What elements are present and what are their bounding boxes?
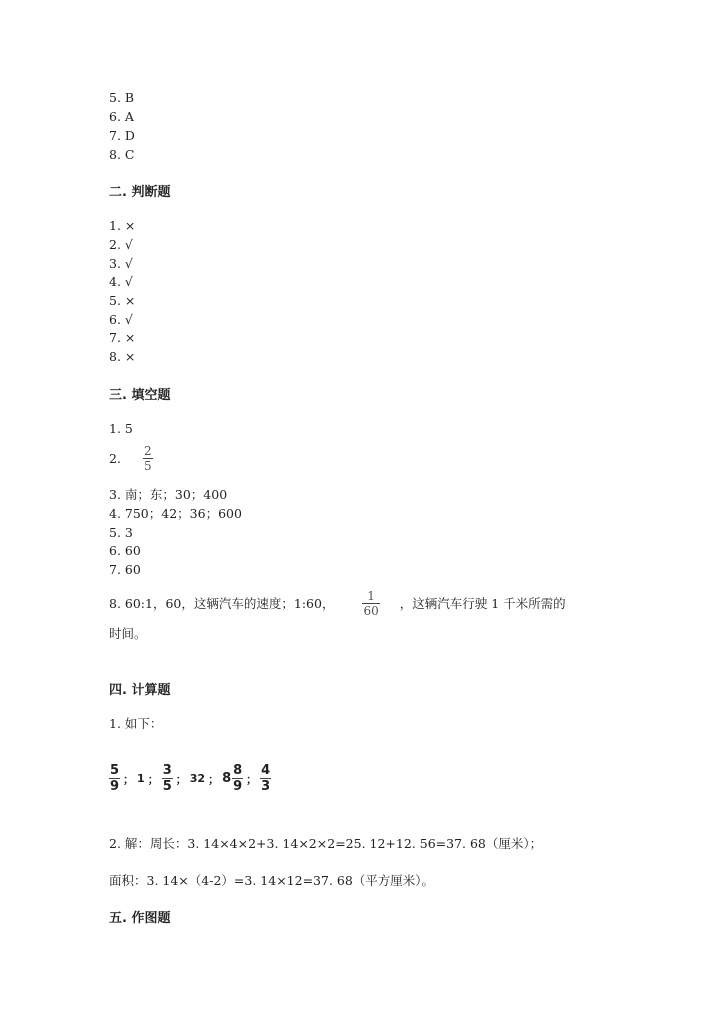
separator: ； bbox=[147, 772, 159, 786]
result-value: 32 bbox=[189, 772, 206, 785]
judge-answer-6: 6. √ bbox=[109, 312, 133, 327]
section-heading-calc: 四. 计算题 bbox=[109, 683, 171, 698]
mixed-fraction bbox=[232, 764, 243, 793]
calc-question-2-line2: 面积：3. 14×（4-2）=3. 14×12=37. 68（平方厘米）。 bbox=[109, 873, 435, 888]
fraction-4-3 bbox=[260, 764, 271, 793]
fraction-numerator: 4 bbox=[261, 763, 271, 778]
judge-answer-4: 4. √ bbox=[109, 274, 133, 289]
fraction-denominator: 5 bbox=[162, 779, 172, 794]
choice-answer-8: 8. C bbox=[109, 147, 135, 162]
fill-answer-1: 1. 5 bbox=[109, 421, 133, 436]
separator: ； bbox=[175, 772, 187, 786]
fraction-denominator: 9 bbox=[233, 779, 243, 794]
fraction-5-9 bbox=[109, 764, 120, 793]
calc-question-2-line1: 2. 解：周长：3. 14×4×2+3. 14×2×2=25. 12+12. 56=37. 68（厘米）； bbox=[109, 836, 543, 851]
fill-answer-2-label: 2. bbox=[109, 450, 121, 466]
choice-answer-7: 7. D bbox=[109, 128, 135, 143]
separator: ； bbox=[208, 772, 220, 786]
fill-answer-3: 3. 南；东；30；400 bbox=[109, 487, 228, 502]
judge-answer-8: 8. × bbox=[109, 349, 136, 364]
fraction-numerator: 8 bbox=[233, 763, 243, 778]
fill-answer-8-part1: 8. 60:1，60，这辆汽车的速度；1:60， bbox=[109, 595, 335, 611]
fraction-numerator: 1 bbox=[367, 589, 375, 603]
fraction-denominator: 5 bbox=[143, 459, 152, 473]
fraction-denominator: 60 bbox=[363, 604, 379, 618]
fill-answer-8-part3: 时间。 bbox=[109, 626, 147, 641]
judge-answer-5: 5. × bbox=[109, 293, 136, 308]
fill-answer-8-part2: ，这辆汽车行驶 1 千米所需的 bbox=[399, 595, 566, 611]
section-heading-draw: 五. 作图题 bbox=[109, 911, 171, 926]
judge-answer-3: 3. √ bbox=[109, 256, 133, 271]
fill-answer-2 bbox=[109, 445, 153, 472]
calc-question-1-label: 1. 如下： bbox=[109, 716, 163, 731]
judge-answer-1: 1. × bbox=[109, 218, 136, 233]
mixed-number-8-8-9 bbox=[222, 764, 243, 793]
fill-answer-5: 5. 3 bbox=[109, 525, 133, 540]
choice-answer-5: 5. B bbox=[109, 90, 135, 105]
fraction-numerator: 2 bbox=[143, 444, 152, 458]
choice-answer-6: 6. A bbox=[109, 109, 134, 124]
fraction-3-5 bbox=[162, 764, 173, 793]
mixed-whole: 8 bbox=[222, 771, 232, 786]
calc-results-row bbox=[109, 764, 271, 793]
fill-answer-6: 6. 60 bbox=[109, 543, 141, 558]
fraction-1-60 bbox=[362, 590, 379, 617]
judge-answer-7: 7. × bbox=[109, 330, 136, 345]
judge-answer-2: 2. √ bbox=[109, 237, 133, 252]
fill-answer-7: 7. 60 bbox=[109, 562, 141, 577]
fraction-numerator: 5 bbox=[110, 763, 120, 778]
fraction-denominator: 9 bbox=[110, 779, 120, 794]
separator: ； bbox=[246, 772, 258, 786]
fraction-2-5 bbox=[143, 445, 153, 472]
result-value: 1 bbox=[137, 772, 145, 785]
section-heading-judge: 二. 判断题 bbox=[109, 185, 171, 200]
fill-answer-8 bbox=[109, 590, 566, 617]
section-heading-fill: 三. 填空题 bbox=[109, 388, 171, 403]
fraction-numerator: 3 bbox=[162, 763, 172, 778]
separator: ； bbox=[123, 772, 135, 786]
fill-answer-4: 4. 750；42；36；600 bbox=[109, 506, 242, 521]
fraction-denominator: 3 bbox=[261, 779, 271, 794]
